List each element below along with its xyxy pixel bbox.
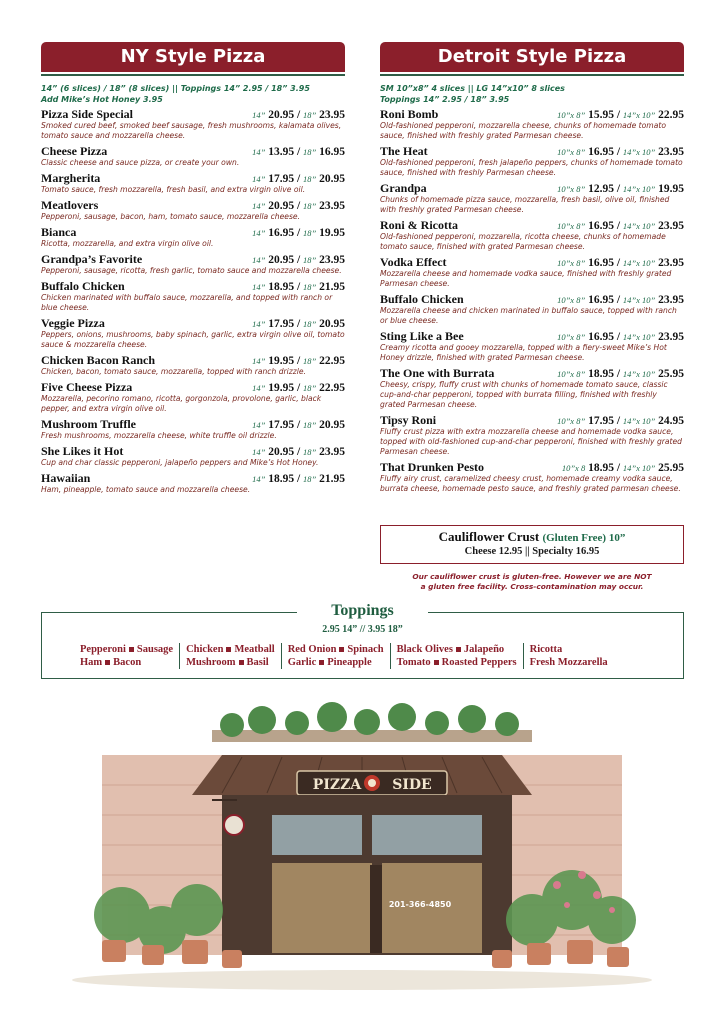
price-separator: / — [613, 368, 623, 380]
size-large: 18” — [303, 319, 317, 329]
menu-item — [41, 417, 345, 441]
size-small: 10”x 8” — [557, 147, 586, 157]
price-small: 16.95 — [588, 294, 614, 306]
size-large: 18” — [303, 255, 317, 265]
price-separator: / — [294, 146, 304, 158]
topping-line — [288, 643, 384, 656]
item-price — [252, 446, 345, 458]
size-large: 14”x 10” — [622, 258, 656, 268]
price-large: 25.95 — [658, 462, 684, 474]
price-large: 23.95 — [319, 200, 345, 212]
topping-line — [288, 656, 384, 669]
item-name: That Drunken Pesto — [380, 460, 485, 474]
item-description: Cup and char classic pepperoni, jalapeño peppers and Mike’s Hot Honey. — [41, 458, 319, 467]
price-small: 16.95 — [588, 331, 614, 343]
item-price — [557, 146, 684, 158]
topping-name: Basil — [246, 657, 269, 668]
topping-line — [397, 656, 517, 669]
ny-style-section — [41, 42, 345, 498]
item-description: Ham, pineapple, tomato sauce and mozzarella cheese. — [41, 485, 251, 494]
price-large: 22.95 — [319, 355, 345, 367]
size-small: 14” — [252, 319, 266, 329]
price-small: 20.95 — [268, 109, 295, 121]
size-large: 14”x 10” — [622, 295, 656, 305]
detroit-style-title: Detroit Style Pizza — [380, 42, 684, 72]
price-large: 19.95 — [658, 183, 684, 195]
section-divider — [41, 74, 345, 76]
price-small: 17.95 — [588, 415, 614, 427]
menu-item — [380, 292, 684, 326]
size-small: 14” — [252, 147, 266, 157]
item-name: Cheese Pizza — [41, 144, 108, 158]
item-name: She Likes it Hot — [41, 444, 124, 458]
size-large: 14”x 10” — [622, 184, 656, 194]
price-small: 15.95 — [588, 109, 614, 121]
topping-name: Meatball — [234, 644, 275, 655]
item-name: Grandpa — [380, 181, 427, 195]
price-separator: / — [294, 109, 304, 121]
item-price — [252, 382, 345, 394]
size-large: 14”x 10” — [622, 416, 656, 426]
item-name: Meatlovers — [41, 198, 99, 212]
topping-name: Pineapple — [327, 657, 372, 668]
detroit-menu-list — [380, 107, 684, 494]
item-description: Mozzarella cheese and homemade vodka sauce, finished with freshly grated Parmesan cheese. — [380, 269, 672, 288]
price-small: 18.95 — [268, 473, 295, 485]
toppings-title: Toppings — [331, 602, 394, 619]
storefront-illustration — [62, 695, 662, 1005]
item-name: Roni & Ricotta — [380, 218, 458, 232]
price-separator: / — [294, 281, 304, 293]
item-description: Old-fashioned pepperoni, mozzarella cheese, chunks of homemade tomato sauce, finished with freshly grated Parmesan cheese. — [380, 121, 666, 140]
item-name: Veggie Pizza — [41, 316, 105, 330]
size-large: 14”x 10” — [622, 147, 656, 157]
price-separator: / — [613, 183, 623, 195]
size-large: 18” — [303, 174, 317, 184]
topping-name: Spinach — [347, 644, 384, 655]
item-price — [252, 227, 345, 239]
item-description: Pepperoni, sausage, bacon, ham, tomato sauce, mozzarella cheese. — [41, 212, 300, 221]
item-name: The One with Burrata — [380, 366, 495, 380]
price-large: 23.95 — [658, 146, 684, 158]
gluten-disclaimer: Our cauliflower crust is gluten-free. However we are NOT a gluten free facility. Cross-contamination may occur. — [412, 572, 652, 591]
size-small: 14” — [252, 447, 266, 457]
price-large: 19.95 — [319, 227, 345, 239]
item-price — [557, 257, 684, 269]
menu-item — [380, 218, 684, 252]
size-large: 18” — [303, 282, 317, 292]
price-separator: / — [294, 173, 304, 185]
topping-group — [179, 643, 281, 669]
price-large: 23.95 — [319, 109, 345, 121]
topping-name: Chicken — [186, 644, 224, 655]
ny-size-note: 14” (6 slices) / 18” (8 slices) || Toppings 14” 2.95 / 18” 3.95 Add Mike’s Hot Honey 3.95 — [41, 84, 310, 104]
menu-item — [41, 144, 345, 168]
price-small: 19.95 — [268, 382, 295, 394]
price-large: 23.95 — [658, 294, 684, 306]
item-price — [252, 109, 345, 121]
item-description: Creamy ricotta and gooey mozzarella, topped with a fiery-sweet Mike’s Hot Honey drizzle, finished with grated Parmesan cheese. — [380, 343, 667, 362]
price-large: 21.95 — [319, 473, 345, 485]
gluten-free-label: (Gluten Free) 10” — [542, 532, 626, 544]
section-divider — [380, 74, 684, 76]
price-separator: / — [294, 419, 304, 431]
item-description: Peppers, onions, mushrooms, baby spinach, garlic, extra virgin olive oil, tomato sauce & mozzarella cheese. — [41, 330, 345, 349]
item-name: Chicken Bacon Ranch — [41, 353, 156, 367]
item-price — [557, 368, 684, 380]
bullet-icon — [226, 647, 231, 652]
price-small: 20.95 — [268, 254, 295, 266]
item-description: Smoked cured beef, smoked beef sausage, fresh mushrooms, kalamata olives, tomato sauce and mozzarella cheese. — [41, 121, 342, 140]
item-name: Hawaiian — [41, 471, 91, 485]
hanging-sign-icon — [224, 815, 244, 835]
price-separator: / — [294, 227, 304, 239]
price-large: 23.95 — [658, 220, 684, 232]
menu-item — [41, 444, 345, 468]
menu-item — [41, 171, 345, 195]
size-large: 18” — [303, 110, 317, 120]
bullet-icon — [105, 660, 110, 665]
topping-name: Roasted Peppers — [441, 657, 517, 668]
price-separator: / — [613, 415, 623, 427]
price-separator: / — [294, 473, 304, 485]
price-separator: / — [613, 257, 623, 269]
storefront-phone: 201-366-4850 — [388, 900, 452, 909]
item-description: Old-fashioned pepperoni, fresh jalapeño peppers, chunks of homemade tomato sauce, finished with freshly Parmesan cheese. — [380, 158, 683, 177]
price-separator: / — [613, 220, 623, 232]
menu-item — [41, 107, 345, 141]
price-separator: / — [294, 254, 304, 266]
item-description: Tomato sauce, fresh mozzarella, fresh basil, and extra virgin olive oil. — [41, 185, 306, 194]
item-price — [252, 355, 345, 367]
size-small: 14” — [252, 201, 266, 211]
item-price — [562, 462, 684, 474]
toppings-box — [41, 602, 684, 679]
item-name: Buffalo Chicken — [41, 279, 125, 293]
price-separator: / — [294, 355, 304, 367]
size-small: 10”x 8” — [557, 416, 586, 426]
price-small: 19.95 — [268, 355, 295, 367]
item-price — [557, 220, 684, 232]
size-small: 10”x 8” — [557, 258, 586, 268]
storefront-sign-right: SIDE — [392, 777, 432, 793]
price-small: 16.95 — [268, 227, 295, 239]
size-small: 14” — [252, 174, 266, 184]
size-small: 10”x 8” — [557, 110, 586, 120]
topping-name: Pepperoni — [80, 644, 126, 655]
item-name: Pizza Side Special — [41, 107, 133, 121]
bullet-icon — [434, 660, 439, 665]
menu-item — [380, 329, 684, 363]
item-description: Fluffy crust pizza with extra mozzarella cheese and homemade vodka sauce, topped with old-fashioned cup-and-char pepperoni, finished with freshly grated Parmesan cheese. — [380, 427, 683, 456]
item-name: Bianca — [41, 225, 77, 239]
size-large: 14”x 10” — [622, 463, 656, 473]
item-description: Ricotta, mozzarella, and extra virgin olive oil. — [41, 239, 214, 248]
size-large: 18” — [303, 228, 317, 238]
price-large: 25.95 — [658, 368, 684, 380]
bullet-icon — [319, 660, 324, 665]
detroit-size-note: SM 10”x8” 4 slices || LG 14”x10” 8 slices Toppings 14” 2.95 / 18” 3.95 — [380, 84, 565, 104]
price-separator: / — [294, 446, 304, 458]
bullet-icon — [456, 647, 461, 652]
cauliflower-prices: Cheese 12.95 || Specialty 16.95 — [464, 546, 600, 557]
size-small: 14” — [252, 110, 266, 120]
price-large: 20.95 — [319, 173, 345, 185]
topping-line — [397, 643, 517, 656]
size-small: 10”x 8” — [557, 332, 586, 342]
price-separator: / — [613, 331, 623, 343]
menu-item — [380, 144, 684, 178]
price-small: 18.95 — [588, 462, 614, 474]
item-name: Vodka Effect — [380, 255, 447, 269]
price-small: 16.95 — [588, 257, 614, 269]
size-large: 18” — [303, 356, 317, 366]
price-separator: / — [294, 200, 304, 212]
menu-item — [41, 279, 345, 313]
ny-style-title: NY Style Pizza — [41, 42, 345, 72]
menu-item — [380, 107, 684, 141]
size-large: 14”x 10” — [622, 369, 656, 379]
size-large: 14”x 10” — [622, 221, 656, 231]
price-large: 23.95 — [319, 254, 345, 266]
item-description: Chicken, bacon, tomato sauce, mozzarella, topped with ranch drizzle. — [41, 367, 306, 376]
item-name: The Heat — [380, 144, 428, 158]
item-price — [557, 331, 684, 343]
item-description: Old-fashioned pepperoni, mozzarella, ricotta cheese, chunks of homemade tomato sauce, finished with grated Parmesan cheese. — [380, 232, 666, 251]
topping-line — [80, 656, 173, 669]
topping-line — [530, 656, 608, 669]
topping-name: Jalapeño — [463, 644, 505, 655]
topping-name: Red Onion — [287, 644, 337, 655]
storefront-sign-left: PIZZA — [312, 777, 362, 793]
price-separator: / — [613, 109, 623, 121]
item-description: Chicken marinated with buffalo sauce, mozzarella, and topped with ranch or blue cheese. — [41, 293, 333, 312]
price-small: 18.95 — [268, 281, 295, 293]
item-name: Tipsy Roni — [380, 413, 437, 427]
menu-item — [41, 353, 345, 377]
item-name: Five Cheese Pizza — [41, 380, 133, 394]
size-large: 18” — [303, 383, 317, 393]
menu-item — [41, 380, 345, 414]
size-small: 14” — [252, 228, 266, 238]
item-price — [557, 415, 684, 427]
price-large: 20.95 — [319, 318, 345, 330]
item-price — [252, 200, 345, 212]
size-small: 14” — [252, 255, 266, 265]
menu-item — [380, 181, 684, 215]
item-price — [557, 294, 684, 306]
size-large: 14”x 10” — [622, 110, 656, 120]
toppings-price: 2.95 14” // 3.95 18” — [322, 624, 403, 635]
price-small: 12.95 — [588, 183, 614, 195]
topping-name: Bacon — [113, 657, 142, 668]
toppings-list — [80, 643, 614, 669]
cauliflower-title: Cauliflower Crust — [438, 529, 540, 544]
topping-name: Ricotta — [529, 644, 563, 655]
price-small: 16.95 — [588, 220, 614, 232]
topping-line — [186, 656, 275, 669]
topping-name: Fresh Mozzarella — [529, 657, 608, 668]
item-price — [252, 254, 345, 266]
detroit-style-section — [380, 42, 684, 497]
item-name: Grandpa’s Favorite — [41, 252, 143, 266]
topping-name: Mushroom — [186, 657, 236, 668]
item-name: Margherita — [41, 171, 101, 185]
menu-item — [41, 471, 345, 495]
size-large: 18” — [303, 474, 317, 484]
price-separator: / — [613, 462, 623, 474]
price-separator: / — [613, 294, 623, 306]
item-price — [252, 146, 345, 158]
topping-line — [186, 643, 275, 656]
item-description: Mozzarella, pecorino romano, ricotta, gorgonzola, provolone, garlic, black pepper, and extra virgin olive oil. — [41, 394, 322, 413]
item-name: Mushroom Truffle — [41, 417, 136, 431]
price-small: 17.95 — [268, 318, 295, 330]
menu-item — [41, 225, 345, 249]
menu-item — [380, 460, 684, 494]
topping-line — [530, 643, 608, 656]
price-separator: / — [294, 382, 304, 394]
topping-name: Garlic — [287, 657, 317, 668]
item-description: Pepperoni, sausage, ricotta, fresh garlic, tomato sauce and mozzarella cheese. — [41, 266, 342, 275]
item-description: Chunks of homemade pizza sauce, mozzarella, fresh basil, olive oil, finished with freshly grated Parmesan cheese. — [380, 195, 670, 214]
menu-item — [380, 366, 684, 410]
item-description: Fluffy airy crust, caramelized cheesy crust, homemade creamy vodka sauce, burrata cheese, homemade pesto sauce, and freshly grated parmesan cheese. — [380, 474, 681, 493]
size-large: 18” — [303, 147, 317, 157]
price-small: 20.95 — [268, 446, 295, 458]
item-price — [252, 173, 345, 185]
price-large: 22.95 — [658, 109, 684, 121]
item-price — [252, 281, 345, 293]
item-name: Roni Bomb — [380, 107, 439, 121]
item-description: Cheesy, crispy, fluffy crust with chunks of homemade tomato sauce, classic cup-and-char pepperoni, topped with burrata filling, finished with freshly grated Parmesan cheese. — [380, 380, 668, 409]
item-price — [252, 473, 345, 485]
item-price — [557, 183, 684, 195]
topping-name: Tomato — [396, 657, 431, 668]
size-small: 14” — [252, 282, 266, 292]
price-separator: / — [613, 146, 623, 158]
topping-group — [523, 643, 614, 669]
item-description: Classic cheese and sauce pizza, or create your own. — [41, 158, 240, 167]
size-small: 10”x 8” — [557, 221, 586, 231]
price-small: 16.95 — [588, 146, 614, 158]
bullet-icon — [129, 647, 134, 652]
price-large: 23.95 — [658, 257, 684, 269]
topping-group — [390, 643, 523, 669]
menu-item — [380, 413, 684, 457]
ny-menu-list — [41, 107, 345, 495]
item-description: Fresh mushrooms, mozzarella cheese, white truffle oil drizzle. — [41, 431, 277, 440]
size-small: 14” — [252, 356, 266, 366]
size-small: 10”x 8” — [557, 369, 586, 379]
price-small: 20.95 — [268, 200, 295, 212]
item-price — [557, 109, 684, 121]
price-large: 23.95 — [319, 446, 345, 458]
item-description: Mozzarella cheese and chicken marinated in buffalo sauce, topped with ranch or blue cheese. — [380, 306, 677, 325]
topping-name: Black Olives — [396, 644, 453, 655]
bullet-icon — [239, 660, 244, 665]
cauliflower-crust-box — [380, 525, 684, 564]
price-large: 21.95 — [319, 281, 345, 293]
price-small: 17.95 — [268, 419, 295, 431]
menu-item — [41, 252, 345, 276]
price-small: 13.95 — [268, 146, 295, 158]
price-large: 20.95 — [319, 419, 345, 431]
bullet-icon — [339, 647, 344, 652]
item-price — [252, 318, 345, 330]
price-large: 16.95 — [319, 146, 345, 158]
item-name: Sting Like a Bee — [380, 329, 464, 343]
topping-name: Ham — [80, 657, 103, 668]
price-large: 22.95 — [319, 382, 345, 394]
size-large: 18” — [303, 447, 317, 457]
item-price — [252, 419, 345, 431]
topping-name: Sausage — [136, 644, 174, 655]
topping-line — [80, 643, 173, 656]
size-small: 14” — [252, 474, 266, 484]
menu-item — [41, 316, 345, 350]
topping-group — [281, 643, 390, 669]
item-name: Buffalo Chicken — [380, 292, 464, 306]
size-small: 10”x 8” — [557, 184, 586, 194]
price-separator: / — [294, 318, 304, 330]
size-small: 10”x 8” — [557, 295, 586, 305]
menu-item — [380, 255, 684, 289]
price-large: 24.95 — [658, 415, 684, 427]
size-small: 14” — [252, 383, 266, 393]
size-small: 14” — [252, 420, 266, 430]
size-small: 10”x 8 — [561, 463, 586, 473]
size-large: 14”x 10” — [622, 332, 656, 342]
price-small: 18.95 — [588, 368, 614, 380]
menu-item — [41, 198, 345, 222]
size-large: 18” — [303, 420, 317, 430]
size-large: 18” — [303, 201, 317, 211]
topping-group — [80, 643, 179, 669]
price-large: 23.95 — [658, 331, 684, 343]
price-small: 17.95 — [268, 173, 295, 185]
